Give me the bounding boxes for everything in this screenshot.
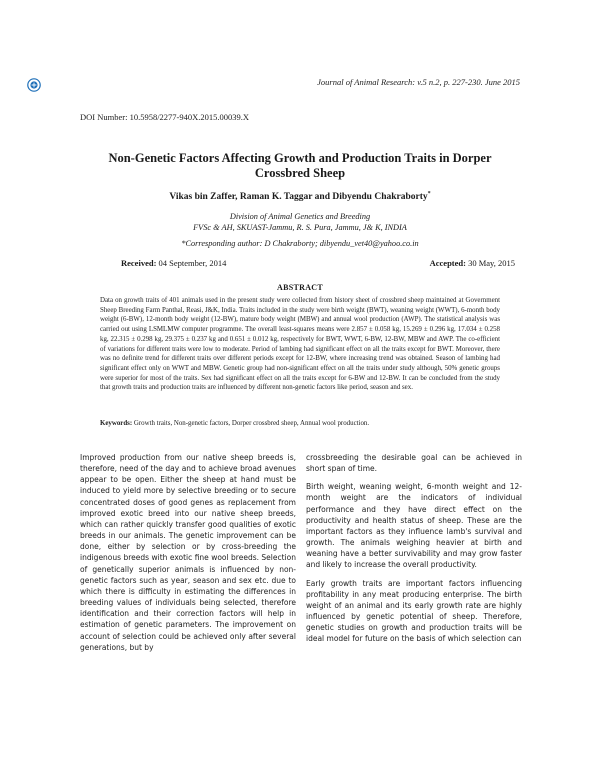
body-column-right	[306, 452, 522, 652]
keywords-line	[100, 420, 500, 427]
received-label: Received:	[121, 258, 157, 268]
article-title: Non-Genetic Factors Affecting Growth and Production Traits in Dorper Crossbred Sheep	[108, 151, 492, 180]
body-paragraph: Birth weight, weaning weight, 6-month weight and 12-month weight are the indicators of individual performance and they have direct effect on the productivity and health status of sheep. These are the important factors as they influence lamb's survival and growth. The animals weighing heavier at birth and weaning have a better survivability and may grow faster and likely to increase the overall productivity.	[306, 482, 522, 570]
journal-logo-icon	[27, 78, 41, 92]
affiliation	[80, 212, 520, 233]
abstract-heading: ABSTRACT	[277, 283, 323, 292]
abstract-text: Data on growth traits of 401 animals used in the present study were collected from history sheet of crossbred sheep maintained at Government Sheep Breeding Farm Panthal, Reasi, J&K, India. Traits included in the study were birth weight (BWT), weaning weight (WWT), 6-month body weight (6-BW), 12-month body weight (12-BW), mature body weight (MBW) and annual wool production (AWP). The statistical analysis was carried out using LSMLMW computer programme. The overall least-squares means were 2.857 ± 0.058 kg, 15.269 ± 0.296 kg, 17.034 ± 0.258 kg, 22.315 ± 0.298 kg, 29.375 ± 0.237 kg and 0.651 ± 0.012 kg, respectively for BWT, WWT, 6-BW, 12-BW, MBW and AWP. The co-efficient of variations for different traits were low to moderate. Period of lambing had significant effect on all the traits except for BWT. Moreover, there was no definite trend for different traits over different periods except for 12-BW, where increasing trend was obtained. Season of lambing had significant effect only on WWT and MBW. Genetic group had non-significant effect on all the traits under study although, 50% genetic groups were superior for most of the traits. Sex had significant effect on all the traits except for 6-BW and 12-BW. It can be concluded from the study that growth traits and production traits are influenced by different non-genetic factors like period, season and sex.	[100, 297, 500, 392]
accepted-label: Accepted:	[429, 258, 466, 268]
accepted-date-line	[430, 258, 515, 268]
journal-reference: Journal of Animal Research: v.5 n.2, p. 227-230. June 2015	[317, 77, 520, 87]
affiliation-division: Division of Animal Genetics and Breeding	[229, 212, 371, 221]
accepted-date: 30 May, 2015	[468, 258, 515, 268]
body-paragraph: Early growth traits are important factors influencing profitability in any meat producing enterprise. The birth weight of an animal and its early growth rate are highly influenced by genetic potential of sheep. Therefore, genetic studies on growth and production traits will be ideal model for future on the basis of which selection can	[306, 578, 522, 644]
keywords-label: Keywords:	[100, 420, 133, 427]
received-date-line	[121, 258, 226, 268]
body-paragraph: crossbreeding the desirable goal can be achieved in short span of time.	[306, 453, 522, 474]
keywords-list: Growth traits, Non-genetic factors, Dorper crossbred sheep, Annual wool production.	[133, 420, 370, 427]
author-names: Vikas bin Zaffer, Raman K. Taggar and Dibyendu Chakraborty	[169, 192, 428, 203]
body-column-left	[80, 452, 296, 660]
corresponding-mark: *	[427, 191, 431, 197]
body-paragraph: Improved production from our native sheep breeds is, therefore, need of the day and to achieve broad avenues appear to be open. Either the sheep at hand must be induced to yield more by selective breeding or to secure concentrated doses of good genes as replacement from improved exotic breed into our native sheep breeds, which can rather quickly transfer good qualities of exotic breeds in our animals. The genetic improvement can be done, either by selection or by cross-breeding the indigenous breeds with exotic fine wool breeds. Selection of genetically superior animals is influenced by non-genetic factors such as year, season and sex etc. due to which there is difficulty in estimating the differences in breeding values of individuals being selected, therefore identification and their correction factors will help in estimation of genetic parameters. The improvement on account of selection could be achieved only after several generations, but by	[80, 453, 296, 652]
received-date: 04 September, 2014	[158, 258, 227, 268]
affiliation-institution: FVSc & AH, SKUAST-Jammu, R. S. Pura, Jammu, J& K, INDIA	[193, 222, 407, 232]
corresponding-author: *Corresponding author: D Chakraborty; dibyendu_vet40@yahoo.co.in	[181, 239, 419, 248]
doi-number: DOI Number: 10.5958/2277-940X.2015.00039.X	[80, 112, 250, 122]
author-list	[80, 191, 520, 202]
